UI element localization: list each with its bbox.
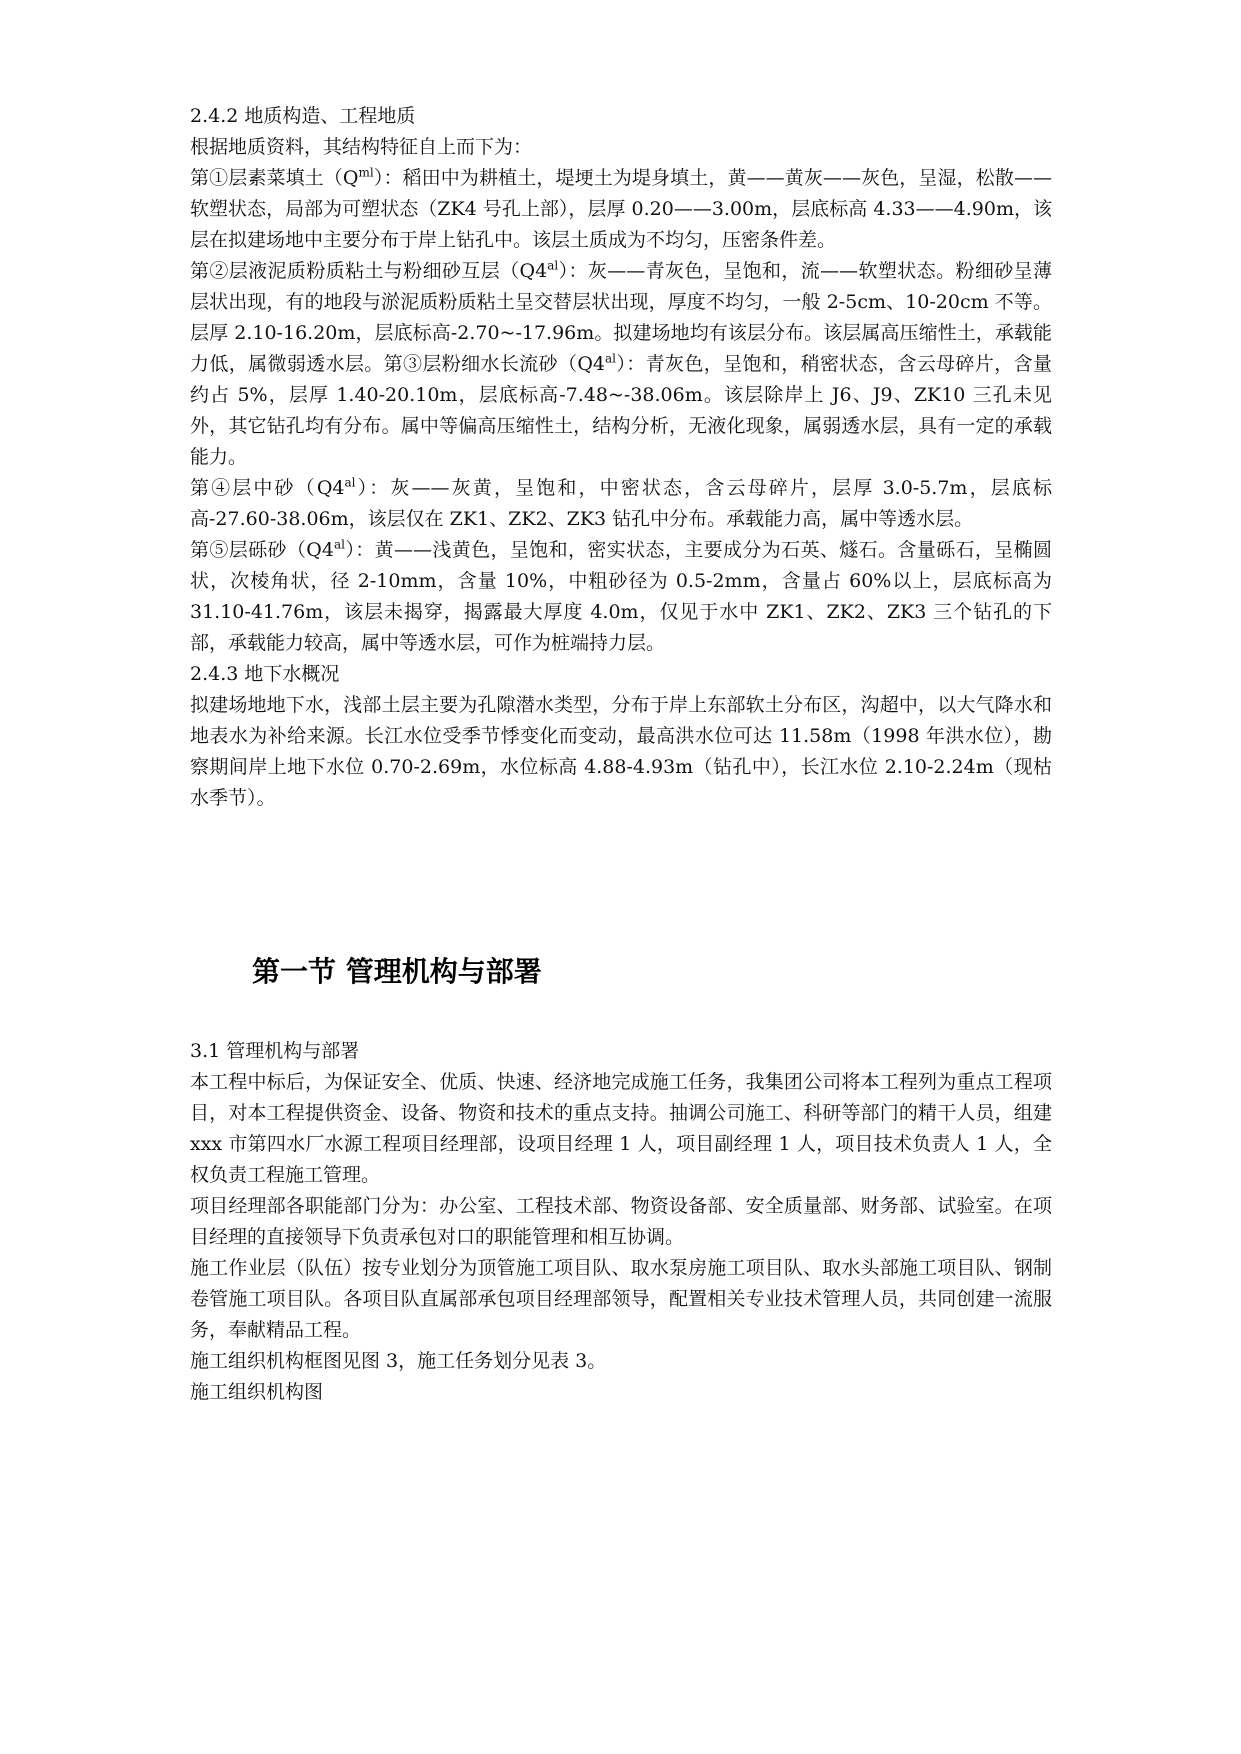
- layer-1-paragraph: 第①层素菜填土$(Q^{ml})$：稻田中为耕植土，堤埂土为堤身填土，黄——黄灰——灰色，呈湿，松散——软塑状态，局部为可塑状态（ZK4 号孔上部），层厚 0.20——3.00m，层底标高 4.33——4.90m，该层在拟建场地中主要分布于岸上钻孔中。该层土质成为不均匀，压密条件差。: [190, 165, 1052, 251]
- management-paragraph-1: 本工程中标后，为保证安全、优质、快速、经济地完成施工任务，我集团公司将本工程列为重点工程项目，对本工程提供资金、设备、物资和技术的重点支持。抽调公司施工、科研等部门的精干人员，组建 xxx 市第四水厂水源工程项目经理部，设项目经理 1 人，项目副经理 1 人，项目技术负责人 1 人，全权负责工程施工管理。: [190, 1071, 1052, 1186]
- org-chart-caption: 施工组织机构图: [190, 1381, 324, 1403]
- management-block: [190, 1036, 1052, 1408]
- layer-4-paragraph: 第④层中砂$(Q4^{al})$：灰——灰黄，呈饱和，中密状态，含云母碎片，层厚 3.0-5.7m，层底标高-27.60-38.06m，该层仅在 ZK1、ZK2、ZK3 钻孔中分布。承载能力高，属中等透水层。: [190, 475, 1052, 530]
- management-paragraph-3: 施工作业层（队伍）按专业划分为顶管施工项目队、取水泵房施工项目队、取水头部施工项目队、钢制卷管施工项目队。各项目队直属部承包项目经理部领导，配置相关专业技术管理人员，共同创建一流服务，奉献精品工程。: [190, 1257, 1052, 1341]
- section-title: 第一节 管理机构与部署: [252, 955, 542, 988]
- geology-intro: 根据地质资料，其结构特征自上而下为：: [190, 136, 533, 158]
- geology-block: [190, 101, 1052, 814]
- groundwater-heading: 2.4.3 地下水概况: [190, 663, 340, 685]
- management-paragraph-4: 施工组织机构框图见图 3，施工任务划分见表 3。: [190, 1350, 607, 1372]
- groundwater-paragraph: 拟建场地地下水，浅部土层主要为孔隙潜水类型，分布于岸上东部软土分布区，沟超中，以大气降水和地表水为补给来源。长江水位受季节悸变化而变动，最高洪水位可达 11.58m（1998 年洪水位），勘察期间岸上地下水位 0.70-2.69m，水位标高 4.88-4.93m（钻孔中），长江水位 2.10-2.24m（现枯水季节）。: [190, 694, 1052, 809]
- management-subheading: 3.1 管理机构与部署: [190, 1040, 360, 1062]
- layer-2-paragraph: 第②层液泥质粉质粘土与粉细砂互层$(Q4^{al})$：灰——青灰色，呈饱和，流——软塑状态。粉细砂呈薄层状出现，有的地段与淤泥质粉质粘土呈交替层状出现，厚度不均匀，一般 2-5cm、10-20cm 不等。层厚 2.10-16.20m，层底标高-2.70~-17.96m。拟建场地均有该层分布。该层属高压缩性土，承载能力低，属微弱透水层。第③层粉细水长流砂$(Q4^{al})$：青灰色，呈饱和，稍密状态，含云母碎片，含量约占 5%，层厚 1.40-20.10m，层底标高-7.48~-38.06m。该层除岸上 J6、J9、ZK10 三孔未见外，其它钻孔均有分布。属中等偏高压缩性土，结构分析，无液化现象，属弱透水层，具有一定的承载能力。: [190, 258, 1052, 468]
- management-paragraph-2: 项目经理部各职能部门分为：办公室、工程技术部、物资设备部、安全质量部、财务部、试验室。在项目经理的直接领导下负责承包对口的职能管理和相互协调。: [190, 1195, 1052, 1248]
- layer-5-paragraph: 第⑤层砾砂$(Q4^{al})$：黄——浅黄色，呈饱和，密实状态，主要成分为石英、燧石。含量砾石，呈椭圆状，次棱角状，径 2-10mm，含量 10%，中粗砂径为 0.5-2mm，含量占 60%以上，层底标高为 31.10-41.76m，该层未揭穿，揭露最大厚度 4.0m，仅见于水中 ZK1、ZK2、ZK3 三个钻孔的下部，承载能力较高，属中等透水层，可作为桩端持力层。: [190, 537, 1052, 654]
- geology-heading: 2.4.2 地质构造、工程地质: [190, 105, 416, 127]
